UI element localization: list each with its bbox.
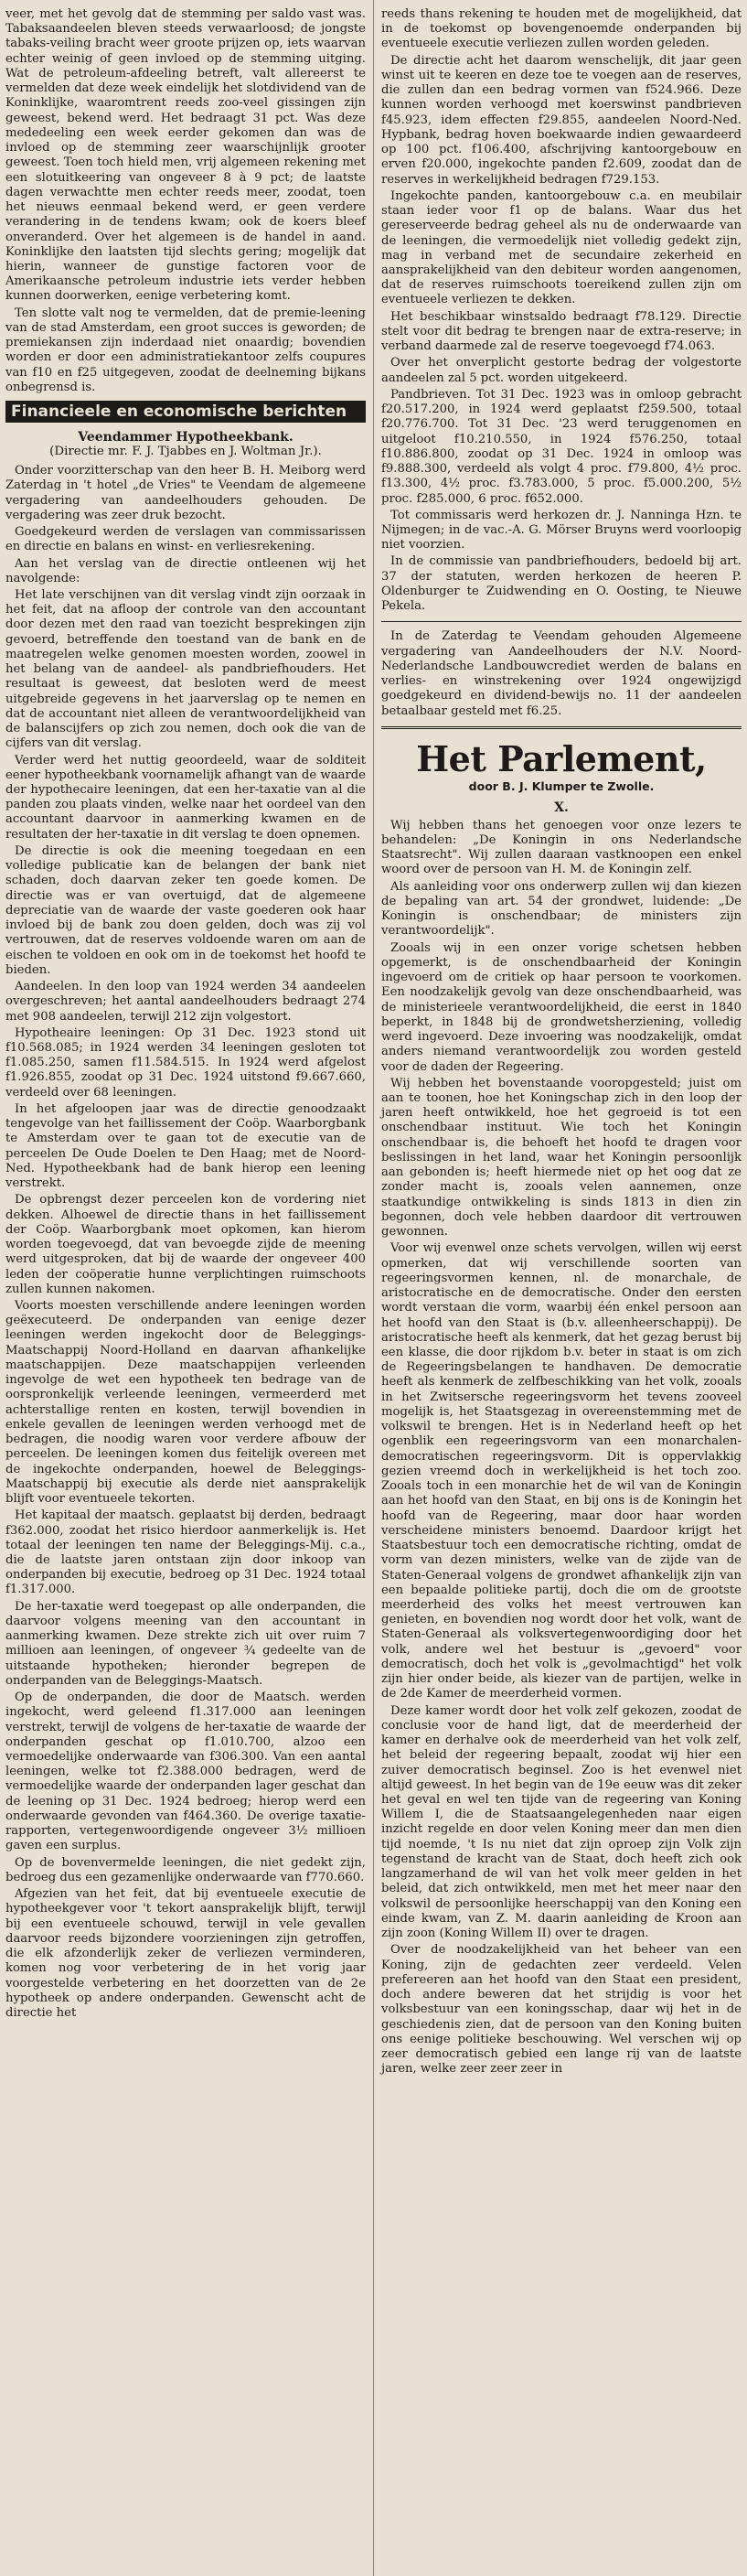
article-paragraph: Afgezien van het feit, dat bij eventueele executie de hypotheekgever voor 't tekort aansprakelijk blijft, terwijl bij een eventueele schouwd, terwijl in vele gevallen daarvoor reeds bijzondere voorzieningen zijn getroffen, die elk afzonderlijk zeker de verliezen verminderen, komen nog voor verbetering de in het vorig jaar voorgestelde verbetering en het doorzetten van de 2e hypotheek op andere onderpanden. Gewenscht acht de directie het	[5, 1887, 366, 2020]
article-paragraph: In het afgeloopen jaar was de directie genoodzaakt tengevolge van het faillissement der Coöp. Waarborgbank te Amsterdam over te gaan tot de executie van de perceelen De Oude Doelen te Den Haag; met de Noord-Ned. Hypotheekbank had de bank hierop een leening verstrekt.	[5, 1101, 366, 1191]
intro-paragraph: veer, met het gevolg dat de stemming per saldo vast was. Tabaksaandeelen bleven steeds verwaarloosd; de jongste tabaks-veiling bracht weer groote prijzen op, iets waarvan echter weinig of geen invloed op de stemming uitging. Wat de petroleum-afdeeling betreft, valt allereerst te vermelden dat deze week eindelijk het slotdividend van de Koninklijke, waaromtrent reeds zoo-veel gissingen zijn geweest, bekend werd. Het bedraagt 31 pct. Was deze mededeeling een week eerder gekomen dan was de invloed op de stemming zeer waarschijnlijk grooter geweest. Toen toch hield men, vrij algemeen rekening met een slotuitkeering van ongeveer 8 à 9 pct; de laatste dagen verwachtte men echter reeds meer, zoodat, toen het nieuws eenmaal bekend werd, er geen verdere verandering in de tendens kwam; ook de koers bleef onveranderd. Over het algemeen is de handel in aand. Koninklijke den laatsten tijd slechts gering; mogelijk dat hierin, wanneer de gunstige factoren voor de Amerikaansche petroleum industrie iets verder hebben kunnen doorwerken, eenige verbetering komt.	[5, 7, 366, 304]
parliament-paragraph: Deze kamer wordt door het volk zelf gekozen, zoodat de conclusie voor de hand ligt, dat de meerderheid der kamer en derhalve ook de meerderheid van het volk zelf, het beleid der regeering bepaalt, zoodat wij hier een zuiver democratisch beginsel. Zoo is het evenwel niet altijd geweest. In het begin van de 19e eeuw was dit zeker het geval en wel ten tijde van de regeering van Koning Willem I, die de Staatsaangelegenheden naar eigen inzicht regelde en door velen Koning meer dan men dien tijd noemde, 't Is nu niet dat zijn oproep zijn Volk zijn tegenstand de kracht van de Staat, doch heeft zich ook langzamerhand de wil van het volk meer gelden in het beleid, dat zich ontwikkeld, men met het meer naar den volkswil de persoonlijke heerschappij van den Koning een einde kwam, van Z. M. daarin aanleiding de Kroon aan zijn zoon (Koning Willem II) over te dragen.	[381, 1703, 742, 1941]
intro-paragraph: Ingekochte panden, kantoorgebouw c.a. en meubilair staan ieder voor f1 op de balans. Waar dus het gereserveerde bedrag geheel als nu de onderwaarde van de leeningen, die vermoedelijk niet volledig gedekt zijn, mag in verband met de secundaire zekerheid en aansprakelijkheid van den debiteur worden aangenomen, dat de reserves ruimschoots toereikend zullen zijn om eventueele verliezen te dekken.	[381, 188, 742, 307]
right-column	[376, 0, 747, 2576]
article-paragraph: Aan het verslag van de directie ontleenen wij het navolgende:	[5, 556, 366, 585]
parliament-paragraph: Zooals wij in een onzer vorige schetsen hebben opgemerkt, is de onschendbaarheid der Koningin ingevoerd om de critiek op haar persoon te voorkomen. Een noodzakelijk gevolg van deze onschendbaarheid, was de ministerieele verantwoordelijkheid, die eerst in 1840 beperkt, in 1848 bij de grondwetsherziening, volledig werd ingevoerd. Deze invoering was noodzakelijk, omdat anders niemand verantwoordelijk zou worden gesteld voor de daden der Regeering.	[381, 940, 742, 1074]
intro-paragraph: De directie acht het daarom wenschelijk, dit jaar geen winst uit te keeren en deze toe te voegen aan de reserves, die zullen dan een bedrag vormen van f524.966. Deze kunnen worden verhoogd met koerswinst pandbrieven f45.923, idem effecten f29.855, aandeelen Noord-Ned. Hypbank, bedrag hoven boekwaarde indien gewaardeerd op 100 pct. f106.400, afschrijving kantoorgebouw en erven f20.000, ingekochte panden f2.609, zoodat dan de reserves in werkelijkheid bedragen f729.153.	[381, 53, 742, 187]
intro-paragraph: In de commissie van pandbriefhouders, bedoeld bij art. 37 der statuten, werden herkozen de heeren P. Oldenburger te Zuidwending en O. Oosting, te Nieuwe Pekela.	[381, 554, 742, 614]
left-column	[0, 0, 371, 2576]
parliament-byline: door B. J. Klumper te Zwolle.	[468, 778, 655, 793]
section-numeral: X.	[554, 800, 569, 815]
article-paragraph: De opbrengst dezer perceelen kon de vordering niet dekken. Alhoewel de directie thans in het faillissement der Coöp. Waarborgbank moet opkomen, kan hierom worden toegevoegd, dat van bevoegde zijde de meening werd uitgesproken, dat bij de waarde der ongeveer 400 leden der coöperatie hunne verplichtingen ruimschoots zullen kunnen nakomen.	[5, 1193, 366, 1296]
column-divider	[373, 0, 374, 2576]
article-subtitle: (Directie mr. F. J. Tjabbes en J. Woltman Jr.).	[49, 445, 322, 459]
parliament-paragraph: Wij hebben thans het genoegen voor onze lezers te behandelen: „De Koningin in ons Nederlandsche Staatsrecht". Wij zullen daaraan vastknoopen een enkel woord over de persoon van H. M. de Koningin zelf.	[381, 818, 742, 877]
article-paragraph: De her-taxatie werd toegepast op alle onderpanden, die daarvoor volgens meening van den accountant in aanmerking kwamen. Deze strekte zich uit over ruim 7 millioen aan leeningen, of ongeveer ¾ gedeelte van de uitstaande hypotheken; hieronder begrepen de onderpanden van de Beleggings-Maatsch.	[5, 1599, 366, 1688]
parliament-paragraph: Wij hebben het bovenstaande vooropgesteld; juist om aan te toonen, hoe het Koningschap zich in den loop der jaren heeft ontwikkeld, hoe het gegroeid is tot een onschendbaar instituut. Wie toch het Koningin onschendbaar is, die behoeft het hoofd te dragen voor beslissingen in het land, waar het Koningin persoonlijk aan gebonden is; heeft hiermede niet op het oog dat ze zonder macht is, zooals velen aannemen, onze staatkundige ontwikkeling is sinds 1813 in dien zin begonnen, doch vele hebben daardoor dit vertrouwen gewonnen.	[381, 1076, 742, 1240]
article-title: Veendammer Hypotheekbank.	[78, 430, 293, 445]
article-paragraph: Onder voorzitterschap van den heer B. H. Meiborg werd Zaterdag in 't hotel „de Vries" te Veendam de algemeene vergadering van aandeelhouders gehouden. De vergadering was zeer druk bezocht.	[5, 464, 366, 522]
parliament-paragraph: Als aanleiding voor ons onderwerp zullen wij dan kiezen de bepaling van art. 54 der grondwet, luidende: „De Koningin is onschendbaar; de ministers zijn verantwoordelijk".	[381, 879, 742, 939]
parliament-heading: Het Parlement,	[416, 737, 707, 779]
article-paragraph: Verder werd het nuttig geoordeeld, waar de solditeit eener hypotheekbank voornamelijk afhangt van de waarde der hypothecaire leeningen, dat een her-taxatie van al die panden zou plaats vinden, welke naar het oordeel van den accountant daarvoor in aanmerking kwamen en de resultaten der her-taxatie in dit verslag te doen opnemen.	[5, 753, 366, 842]
article-paragraph: Op de onderpanden, die door de Maatsch. werden ingekocht, werd geleend f1.317.000 aan leeningen verstrekt, terwijl de volgens de her-taxatie de waarde der onderpanden geschat op f1.010.700, alzoo een vermoedelijke onderwaarde van f306.300. Van een aantal leeningen, welke tot f2.388.000 bedragen, werd de vermoedelijke waarde der onderpanden lager geschat dan de leening op 31 Dec. 1924 bedroeg; hierop werd een onderwaarde gevonden van f464.360. De overige taxatie-rapporten, vertegenwoordigende ongeveer 3½ millioen gaven een surplus.	[5, 1690, 366, 1853]
intro-paragraph: In de Zaterdag te Veendam gehouden Algemeene vergadering van Aandeelhouders der N.V. Noord-Nederlandsche Landbouwcrediet werden de balans en verlies- en winstrekening over 1924 ongewijzigd goedgekeurd en dividend-bewijs no. 11 der aandeelen betaalbaar gesteld met f6.25.	[381, 629, 742, 718]
intro-paragraph: Het beschikbaar winstsaldo bedraagt f78.129. Directie stelt voor dit bedrag te brengen naar de extra-reserve; in verband daarmede zal de reserve toegevoegd f74.063.	[381, 309, 742, 354]
intro-paragraph: Tot commissaris werd herkozen dr. J. Nanninga Hzn. te Nijmegen; in de vac.-A. G. Mörser Bruyns werd voorloopig niet voorzien.	[381, 508, 742, 553]
separator-rule	[381, 621, 742, 622]
article-paragraph: Voorts moesten verschillende andere leeningen worden geëxecuteerd. De onderpanden van eenige dezer leeningen werden ingekocht door de Beleggings-Maatschappij Noord-Holland en daarvan afhankelijke maatschappijen. Deze maatschappijen verleenden ingevolge de wet een hypotheek ten bedrage van de oorspronkelijk verleende leeningen, vermeerderd met achterstallige renten en kosten, terwijl bovendien in enkele gevallen de leeningen werden verhoogd met de bedragen, die noodig waren voor verdere afbouw der perceelen. De leeningen komen dus feitelijk overeen met de ingekochte onderpanden, hoewel de Beleggings-Maatschappij bij executie als derde niet aansprakelijk blijft voor eventueele tekorten.	[5, 1298, 366, 1507]
intro-paragraph: Pandbrieven. Tot 31 Dec. 1923 was in omloop gebracht f20.517.200, in 1924 werd geplaatst f259.500, totaal f20.776.700. Tot 31 Dec. '23 werd teruggenomen en uitgeloot f10.210.550, in 1924 f576.250, totaal f10.886.800, zoodat op 31 Dec. 1924 in omloop was f9.888.300, verdeeld als volgt 4 proc. f79.800, 4½ proc. f13.300, 4½ proc. f3.783.000, 5 proc. f5.000.200, 5½ proc. f285.000, 6 proc. f652.000.	[381, 387, 742, 506]
article-paragraph: Aandeelen. In den loop van 1924 werden 34 aandeelen overgeschreven; het aantal aandeelhouders bedraagt 274 met 908 aandeelen, terwijl 212 zijn volgestort.	[5, 980, 366, 1024]
article-paragraph: Hypotheaire leeningen: Op 31 Dec. 1923 stond uit f10.568.085; in 1924 werden 34 leeningen gesloten tot f1.085.250, samen f11.584.515. In 1924 werd afgelost f1.926.855, zoodat op 31 Dec. 1924 uitstond f9.667.660, verdeeld over 68 leeningen.	[5, 1025, 366, 1100]
article-paragraph: De directie is ook die meening toegedaan en een volledige publicatie kan de belangen der bank niet schaden, doch daarvan zeker ten goede komen. De directie was er van overtuigd, dat de algemeene depreciatie van de waarde der vaste goederen ook haar invloed bij de bank zou doen gelden, doch was zij vol vertrouwen, dat de reserves voldoende waren om aan de eischen te voldoen en ook om in de toekomst het hoofd te bieden.	[5, 843, 366, 977]
intro-paragraph: reeds thans rekening te houden met de mogelijkheid, dat in de toekomst op bovengenoemde onderpanden bij eventueele executie verliezen zullen worden geleden.	[381, 7, 742, 51]
parliament-paragraph: Over de noodzakelijkheid van het beheer van een Koning, zijn de gedachten zeer verdeeld. Velen prefereeren aan het hoofd van den Staat een president, doch andere beweren dat het strijdig is voor het volksbestuur van een koningsschap, daar wij het in de geschiedenis zien, dat de persoon van den Koning buiten ons eenige politieke beschouwing. Wel verschen wij op zeer democratisch gebied een lange rij van de laatste jaren, welke zeer zeer zeer in	[381, 1943, 742, 2077]
article-paragraph: Het late verschijnen van dit verslag vindt zijn oorzaak in het feit, dat na afloop der controle van den accountant door dezen met den raad van toezicht besprekingen zijn gevoerd, betreffende den toestand van de bank en de maatregelen welke genomen moesten worden, zoowel in het belang van de aandeel- als pandbriefhouders. Het resultaat is geweest, dat besloten werd de meest uitgebreide gegevens in het jaarverslag op te nemen en dat de accountant niet alleen de verantwoordelijkheid van de balanscijfers op zich zou nemen, doch ook die van de cijfers van dit verslag.	[5, 587, 366, 751]
article-paragraph: Goedgekeurd werden de verslagen van commissarissen en directie en balans en winst- en verliesrekening.	[5, 525, 366, 554]
parliament-paragraph: Voor wij evenwel onze schets vervolgen, willen wij eerst opmerken, dat wij verschillende soorten van regeeringsvormen kennen, nl. de monarchale, de aristocratische en de democratische. Onder den eersten wordt verstaan die vorm, waarbij één enkel persoon aan het hoofd van den Staat is (b.v. alleenheerschappij). De aristocratische heeft als kenmerk, dat het gezag berust bij een klasse, die door rijkdom b.v. beter in staat is om zich de Regeeringsbelangen te handhaven. De democratie heeft als kenmerk de zelfbeschikking van het volk, zooals in het Zwitsersche regeeringsvorm het tevens zooveel mogelijk is, het Staatsgezag in overeenstemming met de volkswil te brengen. Het is in Nederland heeft op het ogenblik een regeeringsvorm van een monarchalen-democratischen regeeringsvorm. Dit is oppervlakkig gezien vreemd doch in werkelijkheid is het toch zoo. Zooals toch in een monarchie het de wil van de Koningin aan het hoofd van den Staat, en bij ons is de Koningin het hoofd van de Regeering, maar door haar worden verscheidene ministers benoemd. Daardoor krijgt het Staatsbestuur toch een democratische richting, omdat de vorm van dezen ministers, welke van de zijde van de Staten-Generaal volgens de grondwet afhankelijk zijn van een bepaalde politieke partij, doch die om de grootste meerderheid des volks het meest vertrouwen kan genieten, en bovendien nog wordt door het volk, want de Staten-Generaal als volksvertegenwoordiging door het volk, andere wel het bestuur is „gevoerd" voor democratisch, doch het volk is „gevolmachtigd" het volk zijn hier onder beide, als kiezer van de partijen, welke in de 2de Kamer de meerderheid vormen.	[381, 1241, 742, 1701]
article-paragraph: Op de bovenvermelde leeningen, die niet gedekt zijn, bedroeg dus een gezamenlijke onderwaarde van f770.660.	[5, 1855, 366, 1884]
section-banner: Financieele en economische berichten	[5, 401, 366, 423]
intro-paragraph: Over het onverplicht gestorte bedrag der volgestorte aandeelen zal 5 pct. worden uitgekeerd.	[381, 356, 742, 385]
article-paragraph: Het kapitaal der maatsch. geplaatst bij derden, bedraagt f362.000, zoodat het risico hierdoor aanmerkelijk is. Het totaal der leeningen ten name der Beleggings-Mij. c.a., die de laatste jaren ontstaan zijn door inkoop van onderpanden bij executie, bedroeg op 31 Dec. 1924 totaal f1.317.000.	[5, 1508, 366, 1597]
separator-rule	[381, 726, 742, 729]
intro-paragraph: Ten slotte valt nog te vermelden, dat de premie-leening van de stad Amsterdam, een groot succes is geworden; de premiekansen zijn inderdaad niet onaardig; bovendien worden er door een administratiekantoor zelfs coupures van f10 en f25 uitgegeven, zoodat de deelneming bijkans onbegrensd is.	[5, 306, 366, 394]
